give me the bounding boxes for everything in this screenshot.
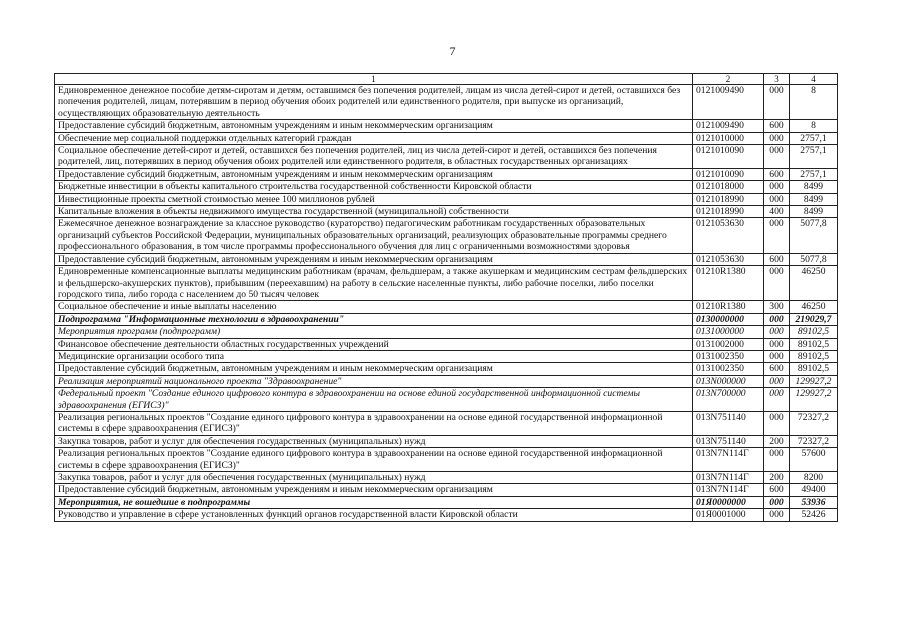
row-amount: 219029,7 [790, 313, 838, 325]
row-name: Федеральный проект "Создание единого цифрового контура в здравоохранении на основе единой государственной информационной системы здравоохранения (ЕГИСЗ)" [55, 388, 693, 412]
row-name: Мероприятия программ (подпрограмм) [55, 326, 693, 338]
row-type: 000 [764, 496, 790, 508]
row-name: Реализация региональных проектов "Создание единого цифрового контура в здравоохранении на основе единой государственной информационной системы в сфере здравоохранения (ЕГИСЗ)" [55, 448, 693, 472]
row-code: 0131002000 [693, 338, 764, 350]
row-type: 000 [764, 313, 790, 325]
row-name: Финансовое обеспечение деятельности областных государственных учреждений [55, 338, 693, 350]
row-code: 0130000000 [693, 313, 764, 325]
row-code: 013N751140 [693, 435, 764, 447]
row-amount: 52426 [790, 509, 838, 521]
row-name: Реализация региональных проектов "Создание единого цифрового контура в здравоохранении на основе единой государственной информационной системы в сфере здравоохранения (ЕГИСЗ)" [55, 411, 693, 435]
row-name: Мероприятия, не вошедшие в подпрограммы [55, 496, 693, 508]
row-code: 0131002350 [693, 363, 764, 375]
row-code: 013N700000 [693, 388, 764, 412]
header-cell-name: 1 [55, 74, 693, 85]
row-code: 0121018990 [693, 206, 764, 218]
row-amount: 89102,5 [790, 338, 838, 350]
table-row [55, 496, 838, 508]
row-name: Единовременные компенсационные выплаты медицинским работникам (врачам, фельдшерам, а также акушеркам и медицинским сестрам фельдшерских и фельдшерско-акушерских пунктов), прибывшим (переехавшим) на работу в сельские населенные пункты, либо рабочие поселки, либо поселки городского типа, либо города с населением до 50 тысяч человек [55, 266, 693, 301]
table-row [55, 350, 838, 362]
table-row [55, 181, 838, 193]
row-amount: 5077,8 [790, 253, 838, 265]
row-code: 0121010090 [693, 168, 764, 180]
row-amount: 8200 [790, 472, 838, 484]
row-code: 013N751140 [693, 411, 764, 435]
row-amount: 49400 [790, 484, 838, 496]
row-amount: 46250 [790, 266, 838, 301]
row-amount: 46250 [790, 301, 838, 313]
row-code: 0121018990 [693, 193, 764, 205]
table-row [55, 301, 838, 313]
table-row [55, 313, 838, 325]
row-name: Предоставление субсидий бюджетным, автономным учреждениям и иным некоммерческим организациям [55, 120, 693, 132]
row-amount: 89102,5 [790, 350, 838, 362]
row-type: 000 [764, 350, 790, 362]
row-name: Предоставление субсидий бюджетным, автономным учреждениям и иным некоммерческим организациям [55, 253, 693, 265]
row-type: 400 [764, 206, 790, 218]
table-row [55, 206, 838, 218]
row-code: 0121010090 [693, 145, 764, 169]
row-amount: 57600 [790, 448, 838, 472]
row-code: 0121010000 [693, 132, 764, 144]
row-amount: 72327,2 [790, 435, 838, 447]
row-name: Предоставление субсидий бюджетным, автономным учреждениям и иным некоммерческим организациям [55, 363, 693, 375]
row-type: 000 [764, 181, 790, 193]
row-amount: 2757,1 [790, 132, 838, 144]
table-row [55, 509, 838, 521]
row-code: 013N7N114Г [693, 484, 764, 496]
table-row [55, 218, 838, 253]
row-type: 600 [764, 120, 790, 132]
row-code: 013N000000 [693, 375, 764, 387]
table-row [55, 120, 838, 132]
row-type: 000 [764, 145, 790, 169]
row-code: 0121009490 [693, 85, 764, 120]
row-code: 013N7N114Г [693, 472, 764, 484]
table-row [55, 435, 838, 447]
row-code: 01Я0001000 [693, 509, 764, 521]
row-type: 000 [764, 218, 790, 253]
row-type: 200 [764, 472, 790, 484]
row-type: 600 [764, 168, 790, 180]
table-row [55, 484, 838, 496]
row-code: 0121018000 [693, 181, 764, 193]
table-row [55, 193, 838, 205]
page-number: 7 [449, 44, 456, 58]
table-header-row [55, 74, 838, 85]
row-type: 200 [764, 435, 790, 447]
row-code: 01Я0000000 [693, 496, 764, 508]
row-code: 0131000000 [693, 326, 764, 338]
row-name: Подпрограмма "Информационные технологии в здравоохранении" [55, 313, 693, 325]
row-type: 600 [764, 484, 790, 496]
row-type: 600 [764, 363, 790, 375]
row-code: 01210R1380 [693, 266, 764, 301]
table-row [55, 411, 838, 435]
table-row [55, 472, 838, 484]
row-amount: 2757,1 [790, 145, 838, 169]
header-cell-type: 3 [764, 74, 790, 85]
row-amount: 53936 [790, 496, 838, 508]
row-name: Инвестиционные проекты сметной стоимостью менее 100 миллионов рублей [55, 193, 693, 205]
row-code: 013N7N114Г [693, 448, 764, 472]
row-amount: 8499 [790, 193, 838, 205]
row-name: Капитальные вложения в объекты недвижимого имущества государственной (муниципальной) собственности [55, 206, 693, 218]
table-row [55, 132, 838, 144]
row-type: 000 [764, 411, 790, 435]
table-row [55, 448, 838, 472]
row-amount: 129927,2 [790, 375, 838, 387]
row-code: 0121053630 [693, 218, 764, 253]
row-amount: 129927,2 [790, 388, 838, 412]
row-type: 000 [764, 388, 790, 412]
header-cell-code: 2 [693, 74, 764, 85]
table-row [55, 326, 838, 338]
header-cell-amount: 4 [790, 74, 838, 85]
row-name: Ежемесячное денежное вознаграждение за классное руководство (кураторство) педагогическим работникам государственных образовательных организаций субъектов Российской Федерации, муниципальных образовательных организаций, реализующих образовательные программы среднего профессионального образования, в том числе программы профессионального обучения для лиц с ограниченными возможностями здоровья [55, 218, 693, 253]
row-name: Предоставление субсидий бюджетным, автономным учреждениям и иным некоммерческим организациям [55, 484, 693, 496]
row-type: 000 [764, 193, 790, 205]
row-name: Реализация мероприятий национального проекта "Здравоохранение" [55, 375, 693, 387]
table-row [55, 338, 838, 350]
row-name: Предоставление субсидий бюджетным, автономным учреждениям и иным некоммерческим организациям [55, 168, 693, 180]
table-row [55, 168, 838, 180]
row-type: 000 [764, 509, 790, 521]
row-name: Медицинские организации особого типа [55, 350, 693, 362]
row-amount: 8 [790, 85, 838, 120]
row-amount: 8 [790, 120, 838, 132]
row-type: 000 [764, 338, 790, 350]
table-row [55, 85, 838, 120]
row-code: 0131002350 [693, 350, 764, 362]
row-type: 000 [764, 85, 790, 120]
row-name: Социальное обеспечение и иные выплаты населению [55, 301, 693, 313]
row-type: 600 [764, 253, 790, 265]
row-name: Социальное обеспечение детей-сирот и детей, оставшихся без попечения родителей, лиц из числа детей-сирот и детей, оставшихся без попечения родителей, лиц, потерявших в период обучения обоих родителей или единственного родителя, в областных государственных организациях [55, 145, 693, 169]
row-name: Закупка товаров, работ и услуг для обеспечения государственных (муниципальных) нужд [55, 472, 693, 484]
row-type: 000 [764, 132, 790, 144]
row-name: Единовременное денежное пособие детям-сиротам и детям, оставшимся без попечения родителей, лицам из числа детей-сирот и детей, оставшихся без попечения родителей, лицам, потерявшим в период обучения обоих родителей или единственного родителя, при выпуске из организаций, осуществляющих образовательную деятельность [55, 85, 693, 120]
budget-table [54, 73, 838, 522]
row-type: 300 [764, 301, 790, 313]
row-type: 000 [764, 326, 790, 338]
table-row [55, 388, 838, 412]
row-amount: 89102,5 [790, 363, 838, 375]
row-type: 000 [764, 375, 790, 387]
table-row [55, 375, 838, 387]
table-row [55, 266, 838, 301]
row-name: Обеспечение мер социальной поддержки отдельных категорий граждан [55, 132, 693, 144]
row-type: 000 [764, 266, 790, 301]
table-row [55, 363, 838, 375]
row-code: 0121009490 [693, 120, 764, 132]
row-name: Закупка товаров, работ и услуг для обеспечения государственных (муниципальных) нужд [55, 435, 693, 447]
row-code: 01210R1380 [693, 301, 764, 313]
row-amount: 72327,2 [790, 411, 838, 435]
row-amount: 8499 [790, 206, 838, 218]
row-amount: 89102,5 [790, 326, 838, 338]
row-amount: 8499 [790, 181, 838, 193]
row-amount: 2757,1 [790, 168, 838, 180]
row-name: Руководство и управление в сфере установленных функций органов государственной власти Кировской области [55, 509, 693, 521]
row-name: Бюджетные инвестиции в объекты капитального строительства государственной собственности Кировской области [55, 181, 693, 193]
row-code: 0121053630 [693, 253, 764, 265]
row-type: 000 [764, 448, 790, 472]
table-row [55, 145, 838, 169]
row-amount: 5077,8 [790, 218, 838, 253]
table-row [55, 253, 838, 265]
